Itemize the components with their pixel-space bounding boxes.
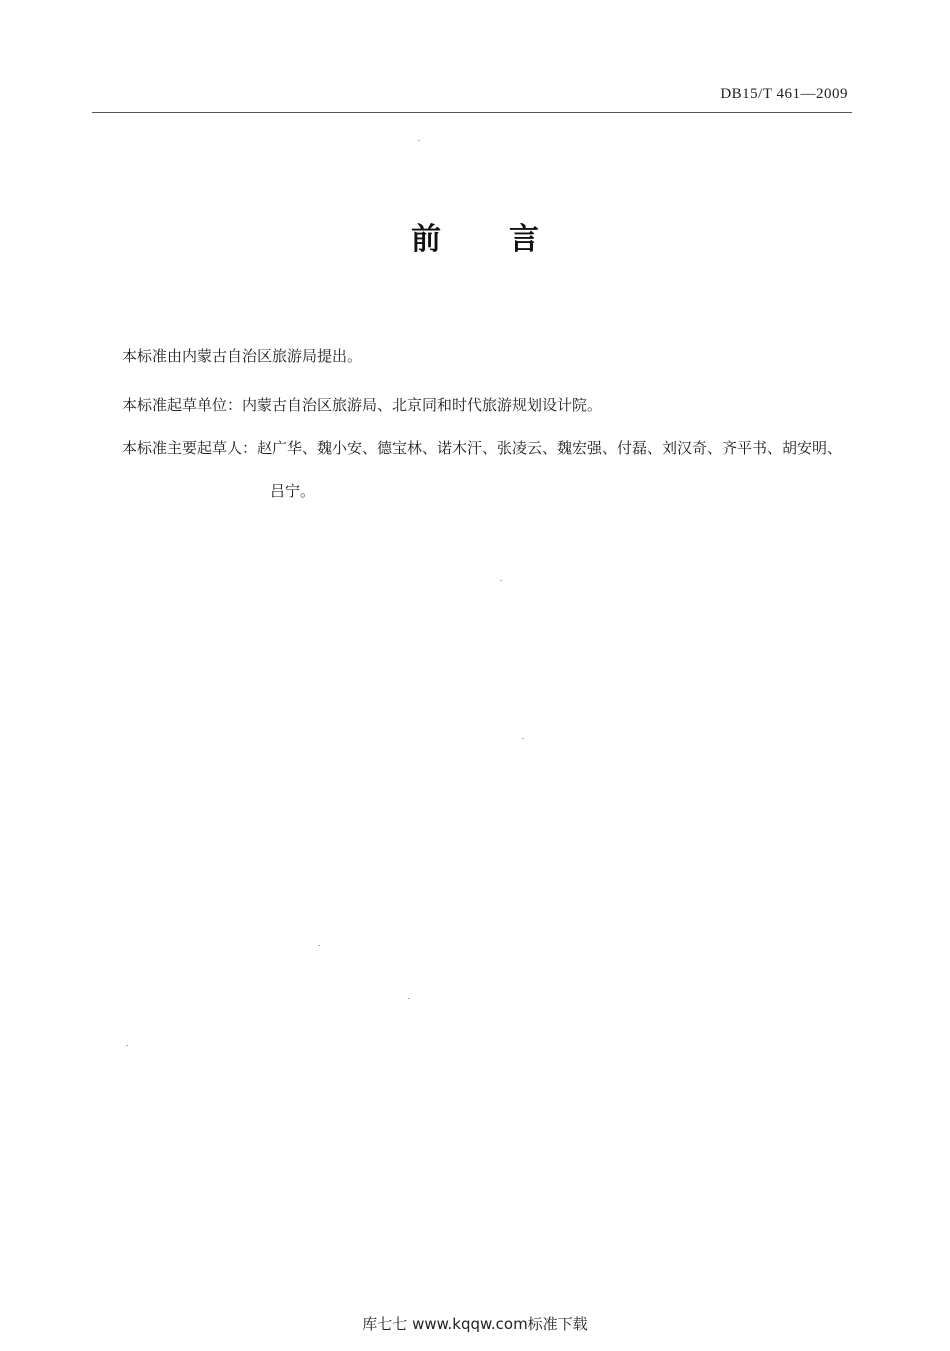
scan-speck [500,580,502,581]
page-title: 前言 [411,222,607,257]
scan-speck [318,945,320,946]
footer-watermark: 库七七 www.kqqw.com标准下载 [362,1315,588,1333]
paragraph-drafters-continuation: 吕宁。 [270,482,316,500]
paragraph-drafting-units: 本标准起草单位：内蒙古自治区旅游局、北京同和时代旅游规划设计院。 [122,396,603,414]
scan-speck [522,738,524,739]
header-divider [92,112,852,113]
standard-code: DB15/T 461—2009 [720,86,848,102]
scan-speck [126,1045,128,1046]
scan-speck [408,998,410,999]
paragraph-proposer: 本标准由内蒙古自治区旅游局提出。 [122,347,363,365]
scan-speck [418,140,420,141]
paragraph-drafters: 本标准主要起草人：赵广华、魏小安、德宝林、诺木汗、张凌云、魏宏强、付磊、刘汉奇、齐平书、胡安明、 [122,439,843,457]
